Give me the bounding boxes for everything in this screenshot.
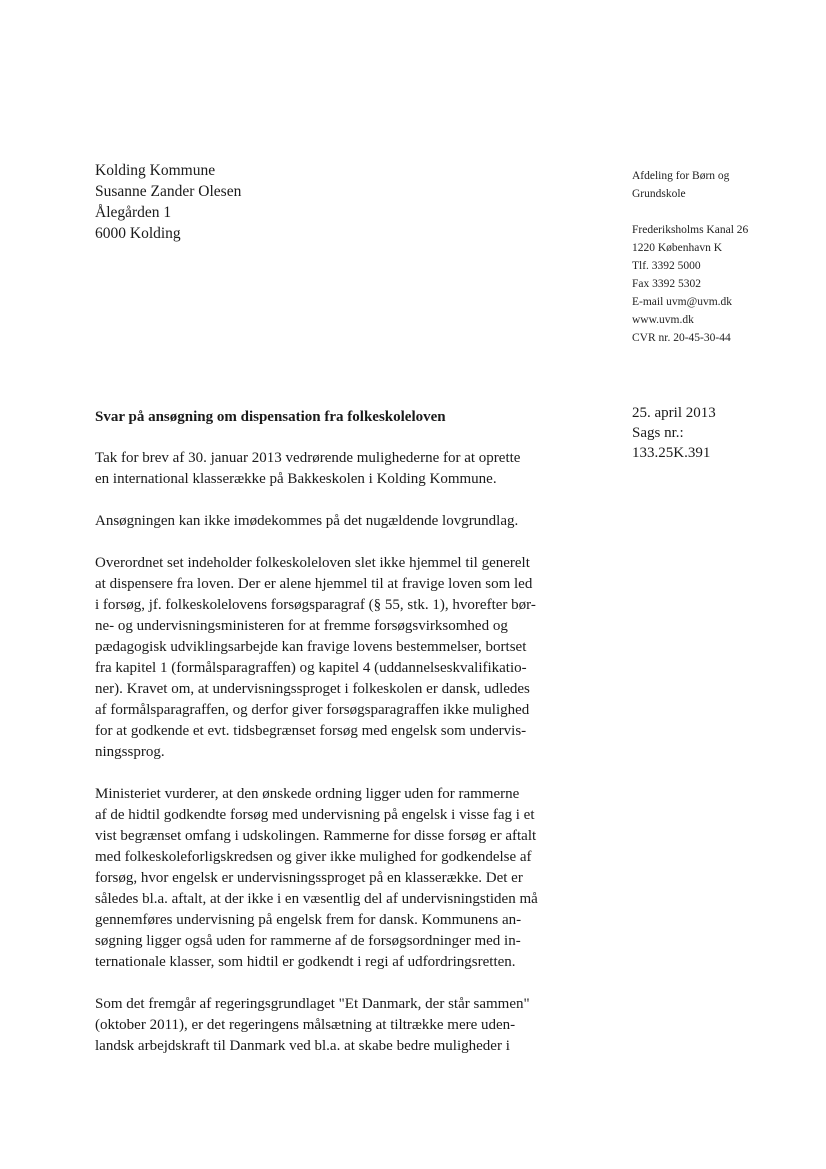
body-line: ningssprog. <box>95 744 165 760</box>
letter-date: 25. april 2013 <box>632 405 716 421</box>
body-paragraph <box>95 994 565 1057</box>
letter-subject: Svar på ansøgning om dispensation fra folkeskoleloven <box>95 409 446 425</box>
body-line: vist begrænset omfang i udskolingen. Rammerne for disse forsøg er aftalt <box>95 828 537 844</box>
sender-address-line: 1220 København K <box>632 242 723 254</box>
body-line: søgning ligger også uden for rammerne af de forsøgsordninger med in- <box>95 933 521 949</box>
sender-phone: Tlf. 3392 5000 <box>632 260 701 272</box>
sender-department: Grundskole <box>632 188 686 200</box>
body-paragraph <box>95 511 565 532</box>
body-line: en international klasserække på Bakkeskolen i Kolding Kommune. <box>95 471 497 487</box>
body-line: for at godkende et evt. tidsbegrænset forsøg med engelsk som undervis- <box>95 723 527 739</box>
body-line: med folkeskoleforligskredsen og giver ikke mulighed for godkendelse af <box>95 849 532 865</box>
body-paragraph <box>95 784 565 973</box>
letter-body <box>95 448 565 1078</box>
sender-email: E-mail uvm@uvm.dk <box>632 296 733 308</box>
recipient-line: Kolding Kommune <box>95 162 216 179</box>
sender-block <box>632 167 748 347</box>
body-line: ner). Kravet om, at undervisningssproget i folkeskolen er dansk, udledes <box>95 681 530 697</box>
body-line: Ministeriet vurderer, at den ønskede ordning ligger uden for rammerne <box>95 786 520 802</box>
body-line: gennemføres undervisning på engelsk frem for dansk. Kommunens an- <box>95 912 522 928</box>
body-line: landsk arbejdskraft til Danmark ved bl.a. at skabe bedre muligheder i <box>95 1038 510 1054</box>
sender-address-line: Frederiksholms Kanal 26 <box>632 224 749 236</box>
body-line: Som det fremgår af regeringsgrundlaget "Et Danmark, der står sammen" <box>95 996 530 1012</box>
body-line: af formålsparagraffen, og derfor giver forsøgsparagraffen ikke mulighed <box>95 702 530 718</box>
body-line: at dispensere fra loven. Der er alene hjemmel til at fravige loven som led <box>95 576 533 592</box>
body-line: (oktober 2011), er det regeringens målsætning at tiltrække mere uden- <box>95 1017 516 1033</box>
body-line: pædagogisk udviklingsarbejde kan fravige lovens bestemmelser, bortset <box>95 639 527 655</box>
recipient-line: 6000 Kolding <box>95 225 181 242</box>
sender-spacer <box>632 203 748 221</box>
body-line: Overordnet set indeholder folkeskoleloven slet ikke hjemmel til generelt <box>95 555 530 571</box>
body-line: fra kapitel 1 (formålsparagraffen) og kapitel 4 (uddannelseskvalifikatio- <box>95 660 527 676</box>
letter-meta <box>632 403 716 463</box>
recipient-line: Ålegården 1 <box>95 204 172 221</box>
body-line: Tak for brev af 30. januar 2013 vedrørende mulighederne for at oprette <box>95 450 521 466</box>
body-line: ternationale klasser, som hidtil er godkendt i regi af udfordringsretten. <box>95 954 516 970</box>
case-number: 133.25K.391 <box>632 445 711 461</box>
body-line: forsøg, hvor engelsk er undervisningssproget på en klasserække. Det er <box>95 870 523 886</box>
body-line: ne- og undervisningsministeren for at fremme forsøgsvirksomhed og <box>95 618 508 634</box>
case-label: Sags nr.: <box>632 425 684 441</box>
body-line: Ansøgningen kan ikke imødekommes på det nugældende lovgrundlag. <box>95 513 519 529</box>
body-paragraph <box>95 553 565 763</box>
sender-fax: Fax 3392 5302 <box>632 278 701 290</box>
body-line: af de hidtil godkendte forsøg med undervisning på engelsk i visse fag i et <box>95 807 535 823</box>
body-paragraph <box>95 448 565 490</box>
sender-website: www.uvm.dk <box>632 314 694 326</box>
body-line: således bl.a. aftalt, at der ikke i en væsentlig del af undervisningstiden må <box>95 891 538 907</box>
sender-cvr: CVR nr. 20-45-30-44 <box>632 332 731 344</box>
recipient-line: Susanne Zander Olesen <box>95 183 242 200</box>
body-line: i forsøg, jf. folkeskolelovens forsøgsparagraf (§ 55, stk. 1), hvorefter bør- <box>95 597 536 613</box>
recipient-address <box>95 160 241 244</box>
sender-department: Afdeling for Børn og <box>632 170 730 182</box>
